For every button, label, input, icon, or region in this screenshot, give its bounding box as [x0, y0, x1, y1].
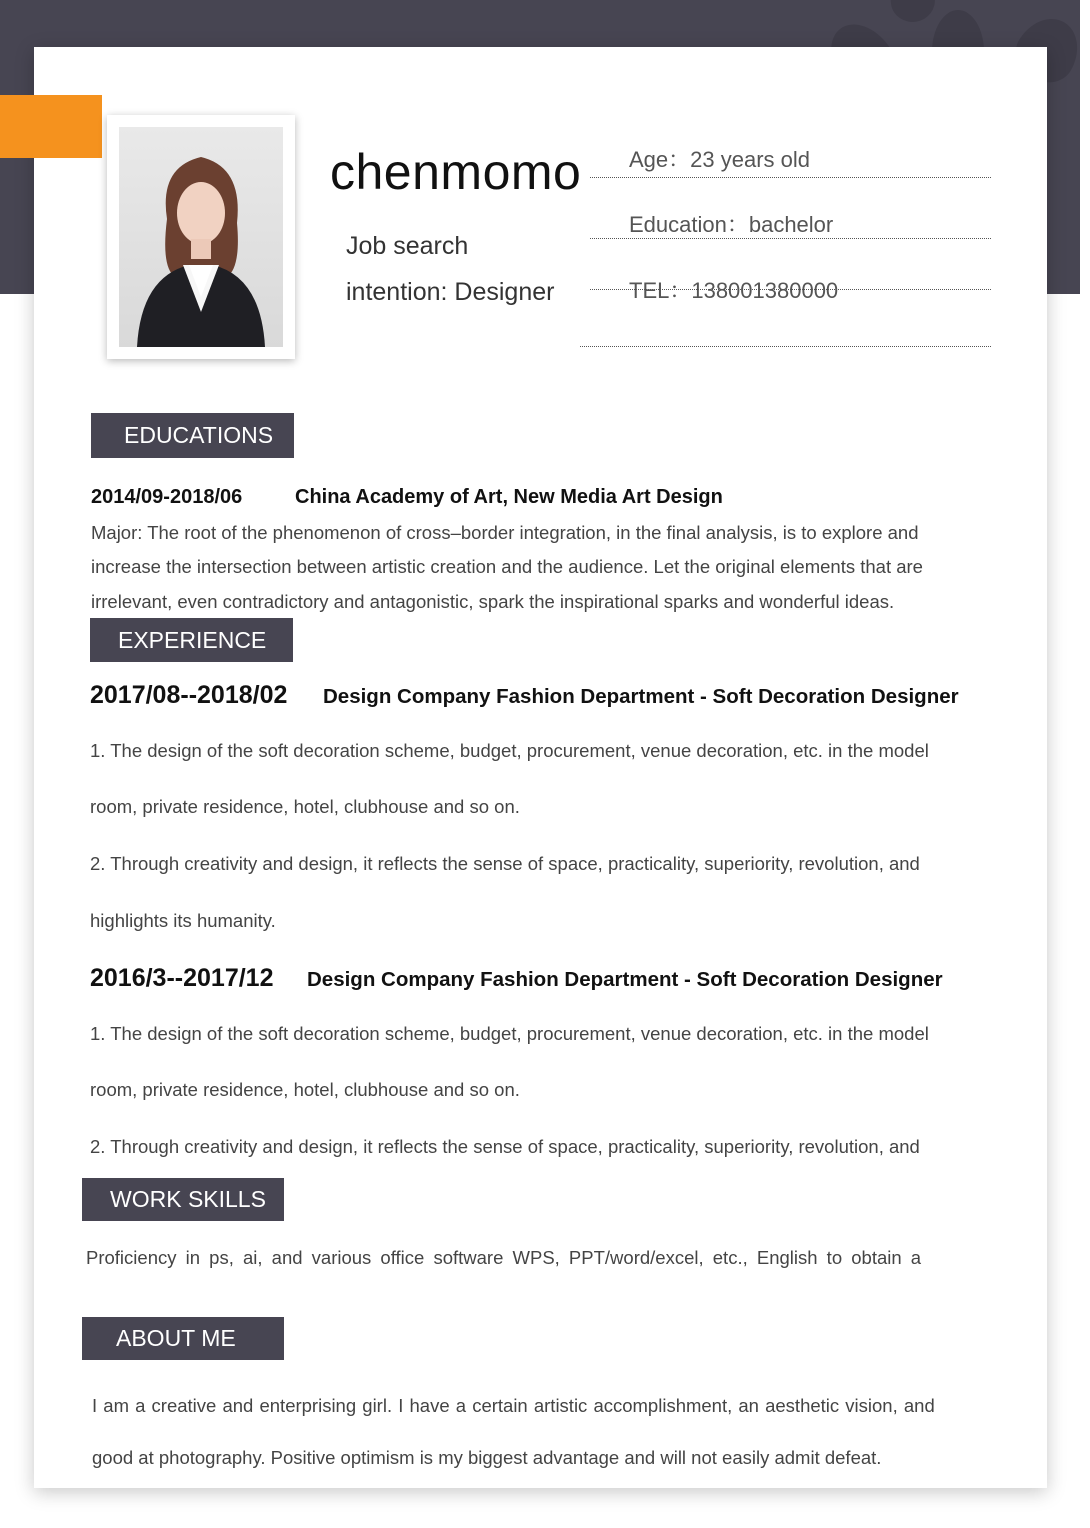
paragraph-line: 2. Through creativity and design, it reflects the sense of space, practicality, superiority, revolution, and — [90, 1136, 920, 1157]
education-school: China Academy of Art, New Media Art Design — [295, 486, 723, 508]
skills-text: Proficiency in ps, ai, and various office software WPS, PPT/word/excel, etc., English to obtain a — [86, 1247, 922, 1268]
experience-title: Design Company Fashion Department - Soft Decoration Designer — [307, 968, 943, 991]
section-heading-educations: EDUCATIONS — [91, 413, 294, 458]
job-intention-line1: Job search — [346, 232, 469, 260]
paragraph-line: room, private residence, hotel, clubhouse and so on. — [90, 1079, 520, 1100]
paragraph-line: room, private residence, hotel, clubhouse and so on. — [90, 796, 520, 817]
experience-title: Design Company Fashion Department - Soft Decoration Designer — [323, 685, 959, 708]
paragraph-line: Major: The root of the phenomenon of cross–border integration, in the final analysis, is to explore and — [91, 522, 919, 543]
clipped-line — [92, 1447, 1022, 1468]
paragraph-line: increase the intersection between artistic creation and the audience. Let the original elements that are — [91, 556, 923, 577]
tel-field: TEL：138001380000 — [629, 278, 839, 303]
experience-period: 2016/3--2017/12 — [90, 964, 274, 992]
candidate-name: chenmomo — [330, 144, 582, 200]
job-intention-line2: intention: Designer — [346, 278, 555, 306]
divider — [590, 289, 991, 290]
clipped-line — [90, 1134, 1020, 1157]
section-heading-about-me: ABOUT ME — [82, 1317, 284, 1360]
profile-photo-frame — [107, 115, 295, 359]
section-heading-experience: EXPERIENCE — [90, 618, 293, 662]
paragraph-line: irrelevant, even contradictory and antagonistic, spark the inspirational sparks and wonderful ideas. — [91, 591, 895, 612]
experience-period: 2017/08--2018/02 — [90, 681, 288, 709]
divider — [590, 238, 991, 239]
paragraph-line: highlights its humanity. — [90, 910, 276, 931]
divider — [580, 346, 991, 347]
education-field: Education：bachelor — [629, 212, 834, 237]
paragraph-line: 2. Through creativity and design, it reflects the sense of space, practicality, superiority, revolution, and — [90, 853, 920, 874]
education-description — [91, 522, 1021, 617]
profile-photo — [119, 127, 283, 347]
about-text: good at photography. Positive optimism is my biggest advantage and will not easily admit defeat. — [92, 1447, 882, 1468]
divider — [590, 177, 991, 178]
section-heading-work-skills: WORK SKILLS — [82, 1178, 284, 1221]
decorative-petal — [886, 0, 938, 25]
paragraph-line: 1. The design of the soft decoration scheme, budget, procurement, venue decoration, etc. in the model — [90, 1023, 929, 1044]
orange-accent-bar — [0, 95, 102, 158]
about-text: I am a creative and enterprising girl. I have a certain artistic accomplishment, an aesthetic vision, and — [92, 1395, 935, 1416]
education-period: 2014/09-2018/06 — [91, 486, 243, 508]
paragraph-line: 1. The design of the soft decoration scheme, budget, procurement, venue decoration, etc. in the model — [90, 740, 929, 761]
age-field: Age：23 years old — [629, 147, 810, 172]
